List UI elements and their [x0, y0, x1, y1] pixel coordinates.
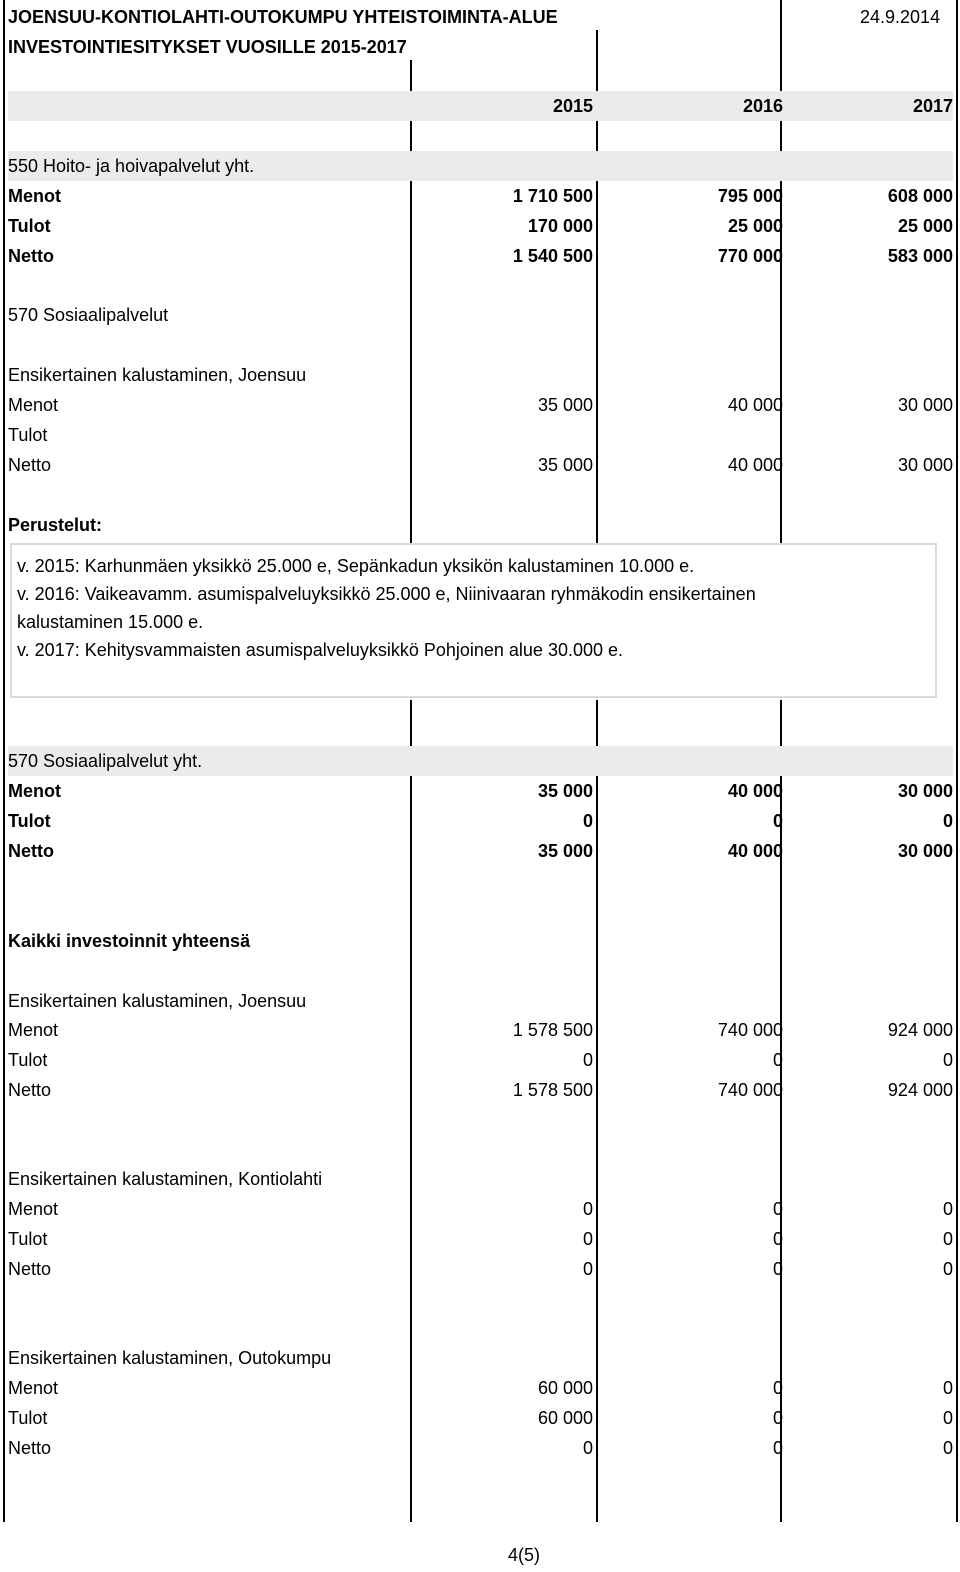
row-label: Netto: [8, 246, 54, 266]
row-label: Menot: [8, 1020, 59, 1040]
value-2016: 0: [772, 1438, 783, 1458]
row-label: Tulot: [8, 1050, 48, 1070]
table-row: [8, 450, 953, 480]
value-2015: 0: [582, 1199, 593, 1219]
value-2016: 795 000: [717, 186, 783, 206]
value-2017: 30 000: [897, 455, 953, 475]
value-2015: 35 000: [537, 841, 593, 861]
value-2017: 0: [942, 1408, 953, 1428]
value-2015: 60 000: [537, 1408, 593, 1428]
item-title: Ensikertainen kalustaminen, Joensuu: [8, 365, 307, 385]
table-row: [8, 181, 953, 211]
item-title: Ensikertainen kalustaminen, Outokumpu: [8, 1348, 332, 1368]
value-2015: 1 710 500: [512, 186, 593, 206]
value-2017: 924 000: [887, 1080, 953, 1100]
value-2015: 0: [582, 1438, 593, 1458]
value-2015: 0: [582, 1229, 593, 1249]
value-2016: 40 000: [727, 395, 783, 415]
row-label: Tulot: [8, 216, 51, 236]
value-2016: 0: [772, 1229, 783, 1249]
item-title: Ensikertainen kalustaminen, Kontiolahti: [8, 1169, 323, 1189]
row-label: Netto: [8, 841, 54, 861]
table-row: [8, 1015, 953, 1045]
row-label: Tulot: [8, 811, 51, 831]
year-2015: 2015: [552, 96, 593, 116]
value-2016: 0: [772, 1378, 783, 1398]
value-2017: 0: [942, 1438, 953, 1458]
value-2017: 0: [942, 1378, 953, 1398]
row-label: Tulot: [8, 1408, 48, 1428]
table-row: [8, 836, 953, 866]
value-2017: 30 000: [897, 841, 953, 861]
org-title: JOENSUU-KONTIOLAHTI-OUTOKUMPU YHTEISTOIMINTA-ALUE: [8, 7, 558, 27]
year-header-row: [8, 91, 953, 121]
note-line: v. 2015: Karhunmäen yksikkö 25.000 e, Sepänkadun yksikön kalustaminen 10.000 e.: [17, 556, 695, 576]
value-2016: 770 000: [717, 246, 783, 266]
table-row: [8, 1373, 953, 1403]
value-2015: 1 578 500: [512, 1020, 593, 1040]
table-row: [8, 1194, 953, 1224]
table-row: [8, 390, 953, 420]
row-label: Menot: [8, 781, 61, 801]
value-2016: 0: [772, 1259, 783, 1279]
table-row: [8, 241, 953, 271]
table-row: [8, 211, 953, 241]
row-label: Netto: [8, 1438, 52, 1458]
row-label: Menot: [8, 186, 61, 206]
row-label: Menot: [8, 1199, 59, 1219]
page-number: 4(5): [508, 1545, 541, 1565]
total-section-title: Kaikki investoinnit yhteensä: [8, 931, 251, 951]
value-2016: 0: [772, 1050, 783, 1070]
value-2017: 583 000: [887, 246, 953, 266]
value-2017: 0: [942, 811, 953, 831]
table-row: [8, 1224, 953, 1254]
value-2015: 1 540 500: [512, 246, 593, 266]
table-row: [8, 806, 953, 836]
value-2016: 25 000: [727, 216, 783, 236]
value-2015: 60 000: [537, 1378, 593, 1398]
value-2017: 0: [942, 1199, 953, 1219]
value-2017: 924 000: [887, 1020, 953, 1040]
value-2015: 35 000: [537, 395, 593, 415]
value-2015: 0: [582, 1050, 593, 1070]
row-label: Tulot: [8, 1229, 48, 1249]
row-label: Netto: [8, 455, 52, 475]
value-2015: 170 000: [527, 216, 593, 236]
value-2017: 0: [942, 1050, 953, 1070]
value-2015: 0: [582, 811, 593, 831]
note-line: kalustaminen 15.000 e.: [17, 612, 204, 632]
header-date: 24.9.2014: [860, 7, 941, 27]
value-2017: 608 000: [887, 186, 953, 206]
row-label: Menot: [8, 395, 59, 415]
column-line-left: [3, 0, 5, 1522]
value-2017: 25 000: [897, 216, 953, 236]
document-subtitle: INVESTOINTIESITYKSET VUOSILLE 2015-2017: [8, 37, 407, 57]
value-2015: 35 000: [537, 455, 593, 475]
item-title: Ensikertainen kalustaminen, Joensuu: [8, 991, 307, 1011]
value-2016: 740 000: [717, 1080, 783, 1100]
value-2015: 35 000: [537, 781, 593, 801]
table-row: [8, 1045, 953, 1075]
perustelut-label: Perustelut:: [8, 515, 103, 535]
value-2015: 1 578 500: [512, 1080, 593, 1100]
value-2016: 40 000: [727, 781, 783, 801]
column-line-right: [956, 0, 958, 1522]
value-2016: 0: [772, 811, 783, 831]
value-2016: 40 000: [727, 455, 783, 475]
section-title-570-total: 570 Sosiaalipalvelut yht.: [8, 751, 203, 771]
value-2017: 0: [942, 1229, 953, 1249]
section-title-550: 550 Hoito- ja hoivapalvelut yht.: [8, 156, 255, 176]
table-row: [8, 1075, 953, 1105]
row-label: Netto: [8, 1259, 52, 1279]
value-2017: 30 000: [897, 781, 953, 801]
row-label: Menot: [8, 1378, 59, 1398]
table-row: [8, 420, 953, 450]
value-2016: 740 000: [717, 1020, 783, 1040]
value-2017: 0: [942, 1259, 953, 1279]
year-2016: 2016: [742, 96, 783, 116]
note-line: v. 2016: Vaikeavamm. asumispalveluyksikkö 25.000 e, Niinivaaran ryhmäkodin ensikertainen: [17, 584, 756, 604]
row-label: Tulot: [8, 425, 48, 445]
table-row: [8, 1403, 953, 1433]
value-2016: 0: [772, 1199, 783, 1219]
value-2016: 40 000: [727, 841, 783, 861]
row-label: Netto: [8, 1080, 52, 1100]
table-row: [8, 776, 953, 806]
table-row: [8, 1254, 953, 1284]
note-line: v. 2017: Kehitysvammaisten asumispalveluyksikkö Pohjoinen alue 30.000 e.: [17, 640, 624, 660]
value-2015: 0: [582, 1259, 593, 1279]
value-2016: 0: [772, 1408, 783, 1428]
table-row: [8, 1433, 953, 1463]
value-2017: 30 000: [897, 395, 953, 415]
section-title-570: 570 Sosiaalipalvelut: [8, 305, 169, 325]
year-2017: 2017: [912, 96, 953, 116]
